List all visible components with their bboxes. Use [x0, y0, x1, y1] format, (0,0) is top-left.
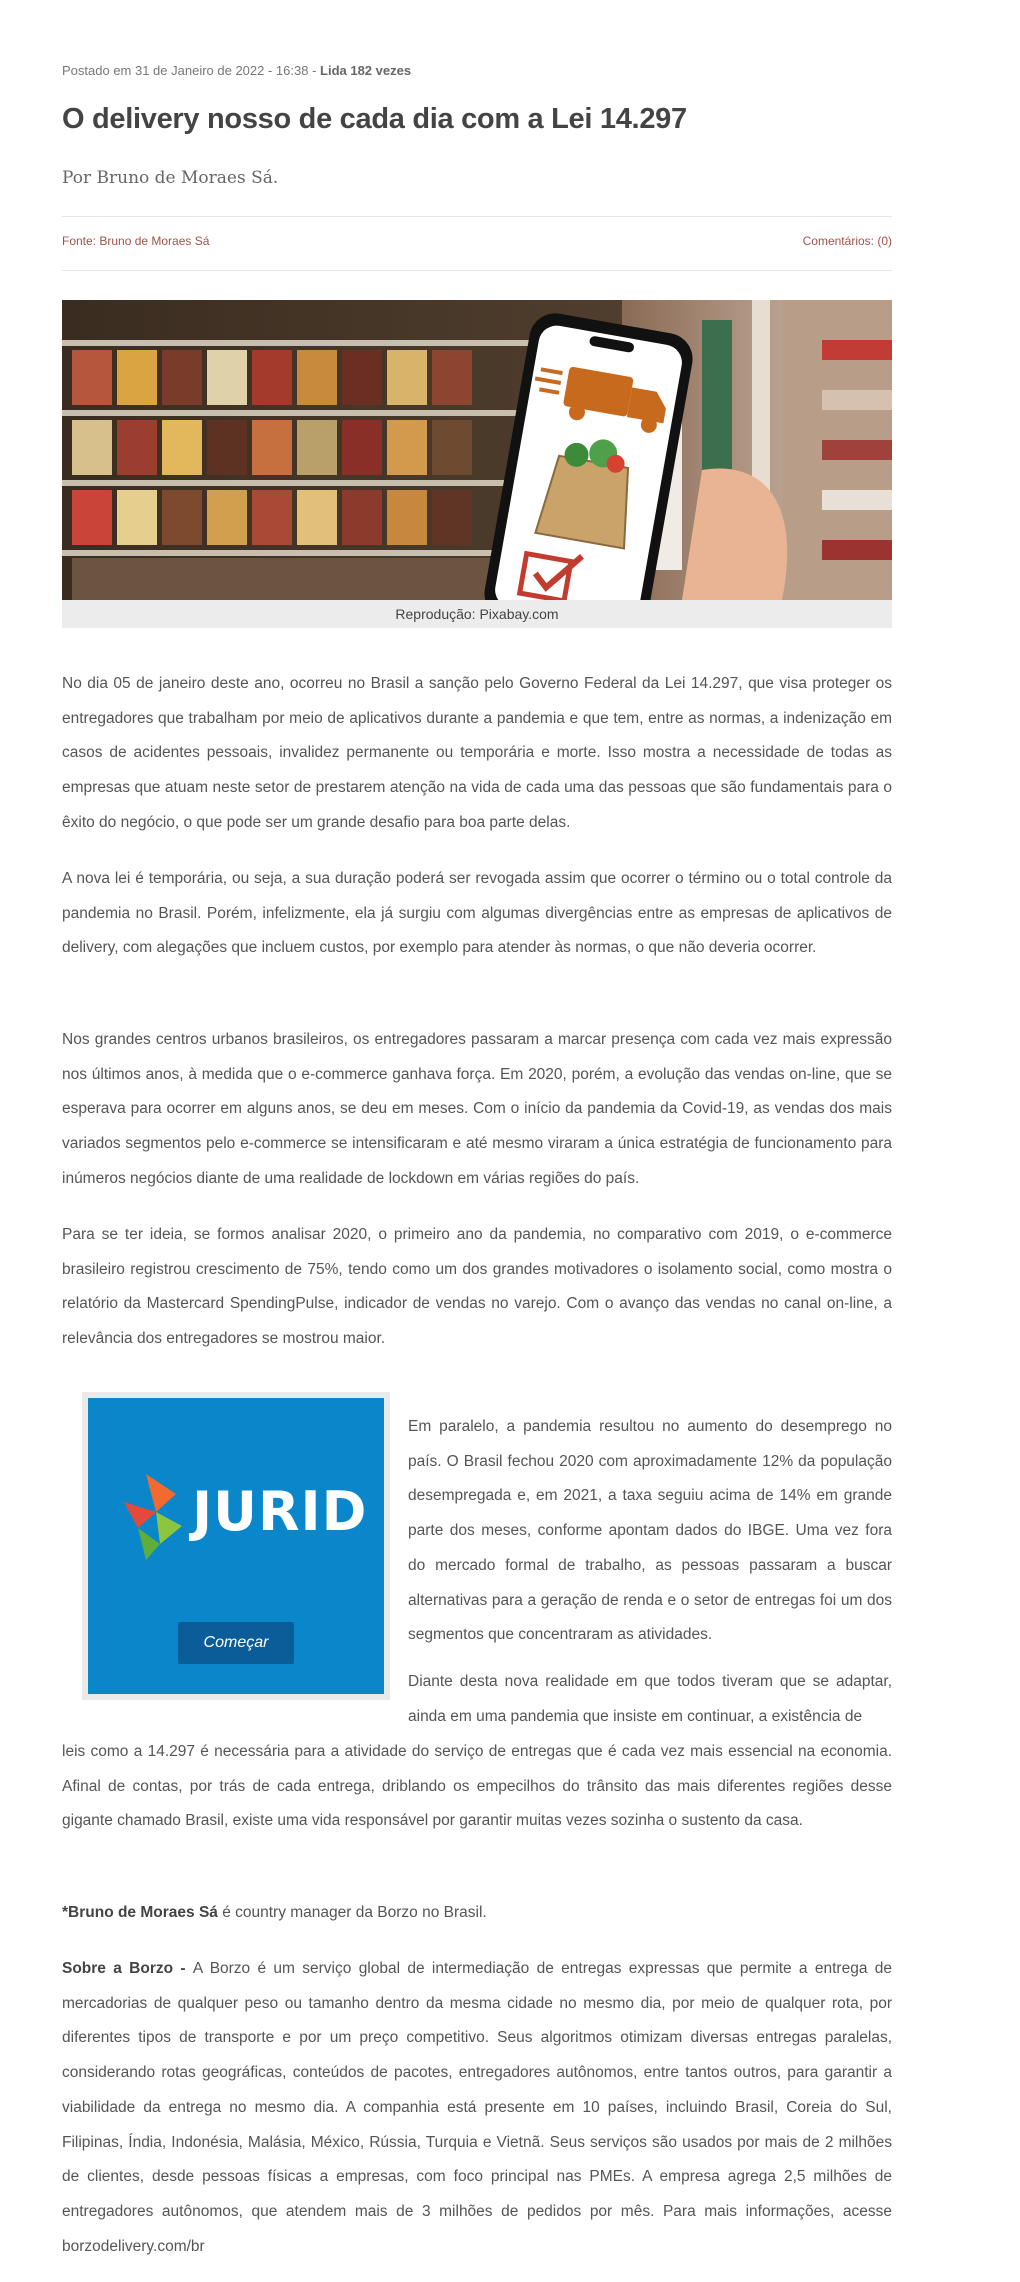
- start-button[interactable]: Começar: [178, 1622, 294, 1664]
- jurid-logo-icon: [116, 1464, 196, 1564]
- posted-date: Postado em 31 de Janeiro de 2022 - 16:38 -: [62, 63, 321, 78]
- author-note-name: *Bruno de Moraes Sá: [62, 1904, 218, 1921]
- paragraph-4: Para se ter ideia, se formos analisar 2020, o primeiro ano da pandemia, no comparativo com 2019, o e-commerce brasileiro registrou crescimento de 75%, tendo como um dos grandes motivadores o isolamento social, como mostra o relatório da Mastercard SpendingPulse, indicador de vendas no varejo. Com o avanço das vendas no canal on-line, a relevância dos entregadores se mostrou maior.: [62, 1226, 892, 1348]
- author-note: [62, 1896, 892, 1931]
- hero-image: [62, 300, 892, 600]
- paragraph-6-start: Diante desta nova realidade em que todos tiveram que se adaptar, ainda em uma pandemia que insiste em continuar, a existência de: [408, 1673, 892, 1725]
- divider-bottom: [62, 270, 892, 271]
- jurid-ad-panel: [88, 1398, 384, 1694]
- about-text: A Borzo é um serviço global de intermediação de entregas expressas que permite a entrega de mercadorias de qualquer peso ou tamanho dentro da mesma cidade no mesmo dia, por meio de qualquer rota, por diferentes tipos de transporte e por um preço competitivo. Seus algoritmos otimizam diversas entregas paralelas, considerando rotas geográficas, conteúdos de pacotes, entregadores autônomos, entre tantos outros, para garantir a viabilidade da entrega no mesmo dia. A companhia está presente em 10 países, incluindo Brasil, Coreia do Sul, Filipinas, Índia, Indonésia, Malásia, México, Rússia, Turquia e Vietnã. Seus serviços são usados por mais de 2 milhões de clientes, desde pessoas físicas a empresas, com foco principal nas PMEs. A empresa agrega 2,5 milhões de entregadores autônomos, que atendem mais de 3 milhões de pedidos por mês. Para mais informações, acesse borzodelivery.com/br: [62, 1960, 892, 2255]
- divider-top: [62, 216, 892, 217]
- post-meta: [62, 63, 411, 78]
- jurid-ad[interactable]: [82, 1392, 390, 1700]
- jurid-brand: JURID: [192, 1480, 368, 1543]
- paragraph-5: Em paralelo, a pandemia resultou no aumento do desemprego no país. O Brasil fechou 2020 com aproximadamente 12% da população desempregada e, em 2021, a taxa seguiu acima de 14% em grande parte dos meses, conforme apontam dados do IBGE. Uma vez fora do mercado formal de trabalho, as pessoas passaram a buscar alternativas para a geração de renda e o setor de entregas foi um dos segmentos que concentraram as atividades.: [408, 1418, 892, 1644]
- comments-link[interactable]: Comentários: (0): [802, 234, 892, 248]
- paragraph-6-rest: leis como a 14.297 é necessária para a atividade do serviço de entregas que é cada vez mais essencial na economia. Afinal de contas, por trás de cada entrega, driblando os empecilhos do trânsito das mais diferentes regiões desse gigante chamado Brasil, existe uma vida responsável por garantir muitas vezes sozinha o sustento da casa.: [62, 1743, 892, 1830]
- paragraph-1: No dia 05 de janeiro deste ano, ocorreu no Brasil a sanção pelo Governo Federal da Lei 14.297, que visa proteger os entregadores que trabalham por meio de aplicativos durante a pandemia e que tem, entre as normas, a indenização em casos de acidentes pessoais, invalidez permanente ou temporária e morte. Isso mostra a necessidade de todas as empresas que atuam neste setor de prestarem atenção na vida de cada uma das pessoas que são fundamentais para o êxito do negócio, o que pode ser um grande desafio para boa parte delas.: [62, 675, 892, 831]
- read-count: Lida 182 vezes: [320, 63, 412, 78]
- about-borzo: [62, 1952, 892, 2264]
- author-note-text: é country manager da Borzo no Brasil.: [217, 1904, 487, 1921]
- byline: Por Bruno de Moraes Sá.: [62, 168, 279, 188]
- article-title: O delivery nosso de cada dia com a Lei 14.297: [62, 103, 687, 135]
- about-label: Sobre a Borzo -: [62, 1960, 193, 1977]
- paragraph-2: A nova lei é temporária, ou seja, a sua duração poderá ser revogada assim que ocorrer o término ou o total controle da pandemia no Brasil. Porém, infelizmente, ela já surgiu com algumas divergências entre as empresas de aplicativos de delivery, com alegações que incluem custos, por exemplo para atender às normas, o que não deveria ocorrer.: [62, 870, 892, 957]
- source-link[interactable]: Fonte: Bruno de Moraes Sá: [62, 234, 210, 248]
- image-caption: Reprodução: Pixabay.com: [62, 600, 892, 628]
- paragraph-3: Nos grandes centros urbanos brasileiros, os entregadores passaram a marcar presença com cada vez mais expressão nos últimos anos, à medida que o e-commerce ganhava força. Em 2020, porém, a evolução das vendas on-line, que se esperava para ocorrer em alguns anos, se deu em meses. Com o início da pandemia da Covid-19, as vendas dos mais variados segmentos pelo e-commerce se intensificaram e até mesmo viraram a única estratégia de funcionamento para inúmeros negócios diante de uma realidade de lockdown em várias regiões do país.: [62, 1031, 892, 1187]
